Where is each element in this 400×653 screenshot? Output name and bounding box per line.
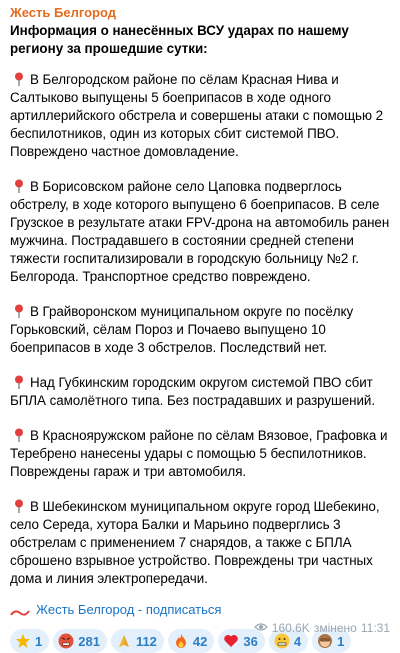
post-paragraph — [10, 178, 390, 286]
reaction-count: 4 — [293, 633, 302, 649]
channel-logo-icon — [10, 605, 30, 615]
angry-face-icon — [58, 633, 74, 649]
channel-name[interactable]: Жесть Белгород — [10, 5, 116, 20]
reaction-angry-face[interactable] — [53, 629, 107, 653]
round-pushpin-icon — [13, 428, 25, 442]
round-pushpin-icon — [13, 304, 25, 318]
heart-icon — [223, 633, 239, 649]
reaction-count: 1 — [35, 633, 43, 649]
paragraph-text: В Грайворонском муниципальном округе по посёлку Горьковский, сёлам Пороз и Почаево выпущено 10 боеприпасов в ходе 3 обстрелов. Последствий нет. — [10, 304, 354, 355]
paragraph-text: В Борисовском районе село Цаповка подверглось обстрелу, в ходе которого выпущено 6 боеприпасов. В селе Грузское в результате атаки FPV-дрона на автомобиль ранен мужчина. Пострадавшего в состоянии средней степени тяжести госпитализировали в городскую больницу №2 г. Белгорода. Транспортное средство повреждено. — [10, 179, 390, 284]
round-pushpin-icon — [13, 375, 25, 389]
message-time: 11:31 — [360, 621, 390, 635]
reaction-count: 36 — [243, 633, 258, 649]
reaction-praying-hands[interactable] — [111, 629, 164, 653]
post-paragraph — [10, 427, 390, 481]
reaction-star[interactable] — [10, 629, 49, 653]
post-paragraph — [10, 71, 390, 161]
paragraph-text: Над Губкинским городским округом системой ПВО сбит БПЛА самолётного типа. Без пострадавших и разрушений. — [10, 375, 376, 408]
subscribe-text: Жесть Белгород - подписаться — [36, 602, 222, 617]
message-meta — [254, 621, 390, 635]
round-pushpin-icon — [13, 179, 25, 193]
fire-icon — [173, 633, 189, 649]
subscribe-link[interactable] — [10, 601, 390, 619]
reaction-count: 42 — [192, 633, 208, 649]
paragraph-text: В Белгородском районе по сёлам Красная Нива и Салтыково выпущены 5 боеприпасов в ходе одного артиллерийского обстрела и совершены атаки с помощью 2 беспилотников, один из которых сбит системой ПВО. Повреждено частное домовладение. — [10, 72, 384, 159]
star-icon — [15, 633, 31, 649]
round-pushpin-icon — [13, 499, 25, 513]
post-paragraph — [10, 498, 390, 588]
reaction-count: 1 — [337, 633, 345, 649]
paragraph-text: В Шебекинском муниципальном округе город Шебекино, село Середа, хутора Балки и Марьино подверглись 3 обстрелам с применением 7 снарядов, а также с БПЛА сброшено взрывное устройство. Повреждены три частных дома и линия электропередачи. — [10, 499, 380, 586]
post-paragraph — [10, 374, 390, 410]
paragraph-text: В Краснояружском районе по сёлам Вязовое, Графовка и Теребрено нанесены удары с помощью 5 беспилотников. Повреждены гараж и три автомобиля. — [10, 428, 388, 479]
reaction-count: 112 — [135, 633, 157, 649]
edited-label: змінено — [313, 621, 357, 635]
eye-icon — [254, 621, 268, 635]
see-no-evil-monkey-icon — [317, 633, 333, 649]
round-pushpin-icon — [13, 72, 25, 86]
grimacing-face-icon — [274, 633, 290, 649]
reaction-count: 281 — [78, 633, 100, 649]
praying-hands-icon — [116, 633, 132, 649]
reaction-fire[interactable] — [168, 629, 214, 653]
post-paragraph — [10, 303, 390, 357]
view-count: 160.6K — [271, 621, 310, 635]
post-headline: Информация о нанесённых ВСУ ударах по нашему региону за прошедшие сутки: — [10, 23, 349, 56]
